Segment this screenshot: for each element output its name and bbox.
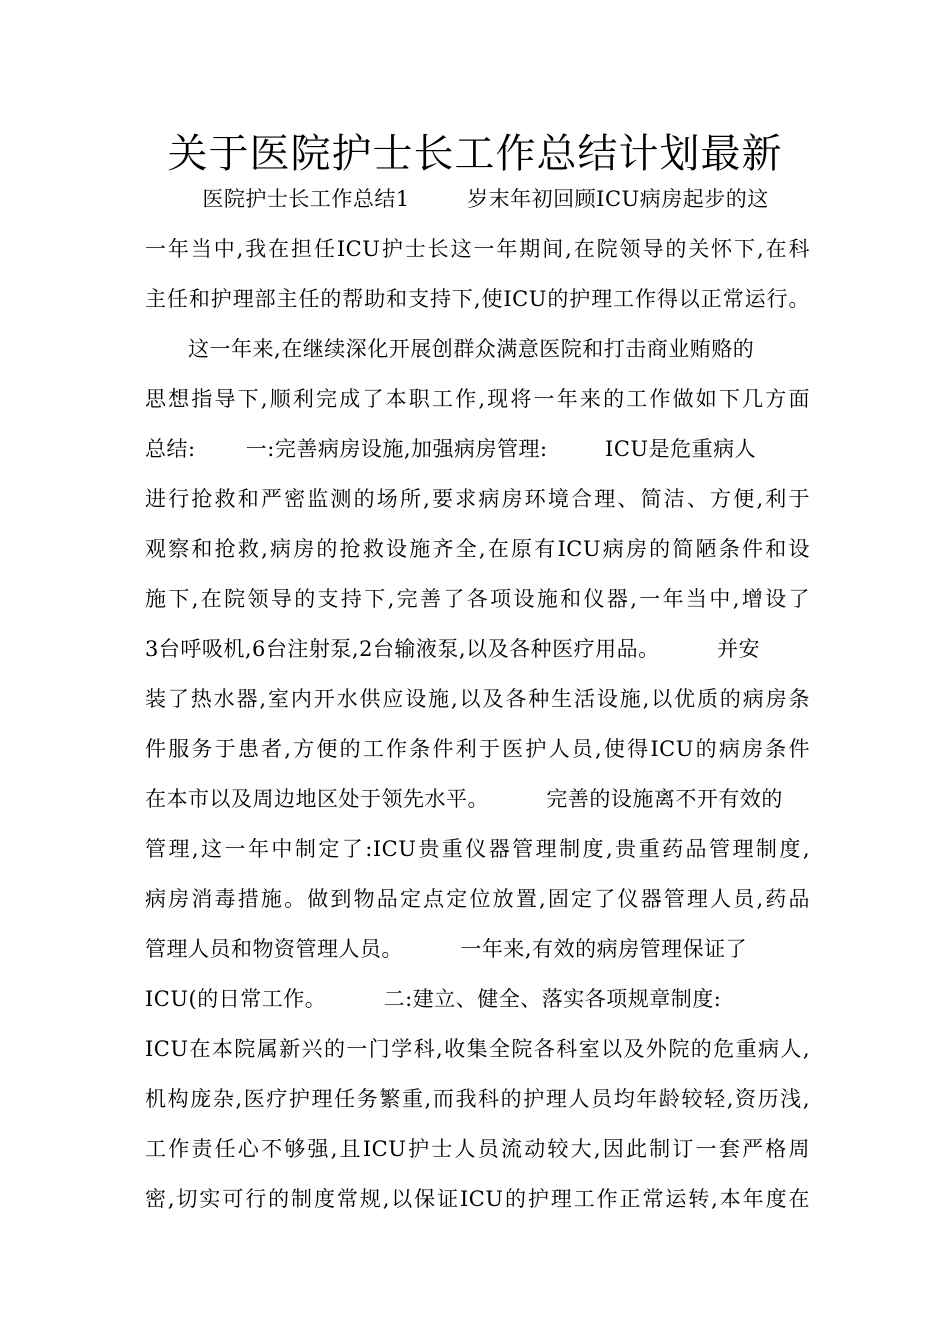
text-line: 装了热水器,室内开水供应设施,以及各种生活设施,以优质的病房条: [145, 687, 810, 711]
text-line: ICU在本院属新兴的一门学科,收集全院各科室以及外院的危重病人,: [145, 1037, 810, 1061]
text-line: 医院护士长工作总结1 岁末年初回顾ICU病房起步的这: [145, 187, 769, 211]
text-line: 3台呼吸机,6台注射泵,2台输液泵,以及各种医疗用品。 并安: [145, 637, 761, 661]
text-line: ICU(的日常工作。 二:建立、健全、落实各项规章制度:: [145, 987, 722, 1011]
text-line: 工作责任心不够强,且ICU护士人员流动较大,因此制订一套严格周: [145, 1137, 810, 1161]
text-line: 密,切实可行的制度常规,以保证ICU的护理工作正常运转,本年度在: [145, 1187, 810, 1211]
text-line: 一年当中,我在担任ICU护士长这一年期间,在院领导的关怀下,在科: [145, 237, 810, 261]
text-line: 管理,这一年中制定了:ICU贵重仪器管理制度,贵重药品管理制度,: [145, 837, 810, 861]
text-line: 施下,在院领导的支持下,完善了各项设施和仪器,一年当中,增设了: [145, 587, 810, 611]
text-line: 进行抢救和严密监测的场所,要求病房环境合理、简洁、方便,利于: [145, 487, 810, 511]
document-title: 关于医院护士长工作总结计划最新: [167, 131, 783, 177]
text-line: 观察和抢救,病房的抢救设施齐全,在原有ICU病房的简陋条件和设: [145, 537, 810, 561]
text-line: 这一年来,在继续深化开展创群众满意医院和打击商业贿赂的: [145, 337, 755, 361]
text-line: 机构庞杂,医疗护理任务繁重,而我科的护理人员均年龄较轻,资历浅,: [145, 1087, 810, 1111]
text-line: 管理人员和物资管理人员。 一年来,有效的病房管理保证了: [145, 937, 748, 961]
text-line: 件服务于患者,方便的工作条件利于医护人员,使得ICU的病房条件: [145, 737, 810, 761]
text-line: 病房消毒措施。做到物品定点定位放置,固定了仪器管理人员,药品: [145, 887, 810, 911]
text-line: 思想指导下,顺利完成了本职工作,现将一年来的工作做如下几方面: [145, 387, 810, 411]
text-line: 主任和护理部主任的帮助和支持下,使ICU的护理工作得以正常运行。: [145, 287, 810, 311]
text-line: 总结: 一:完善病房设施,加强病房管理: ICU是危重病人: [145, 437, 757, 461]
text-line: 在本市以及周边地区处于领先水平。 完善的设施离不开有效的: [145, 787, 783, 811]
